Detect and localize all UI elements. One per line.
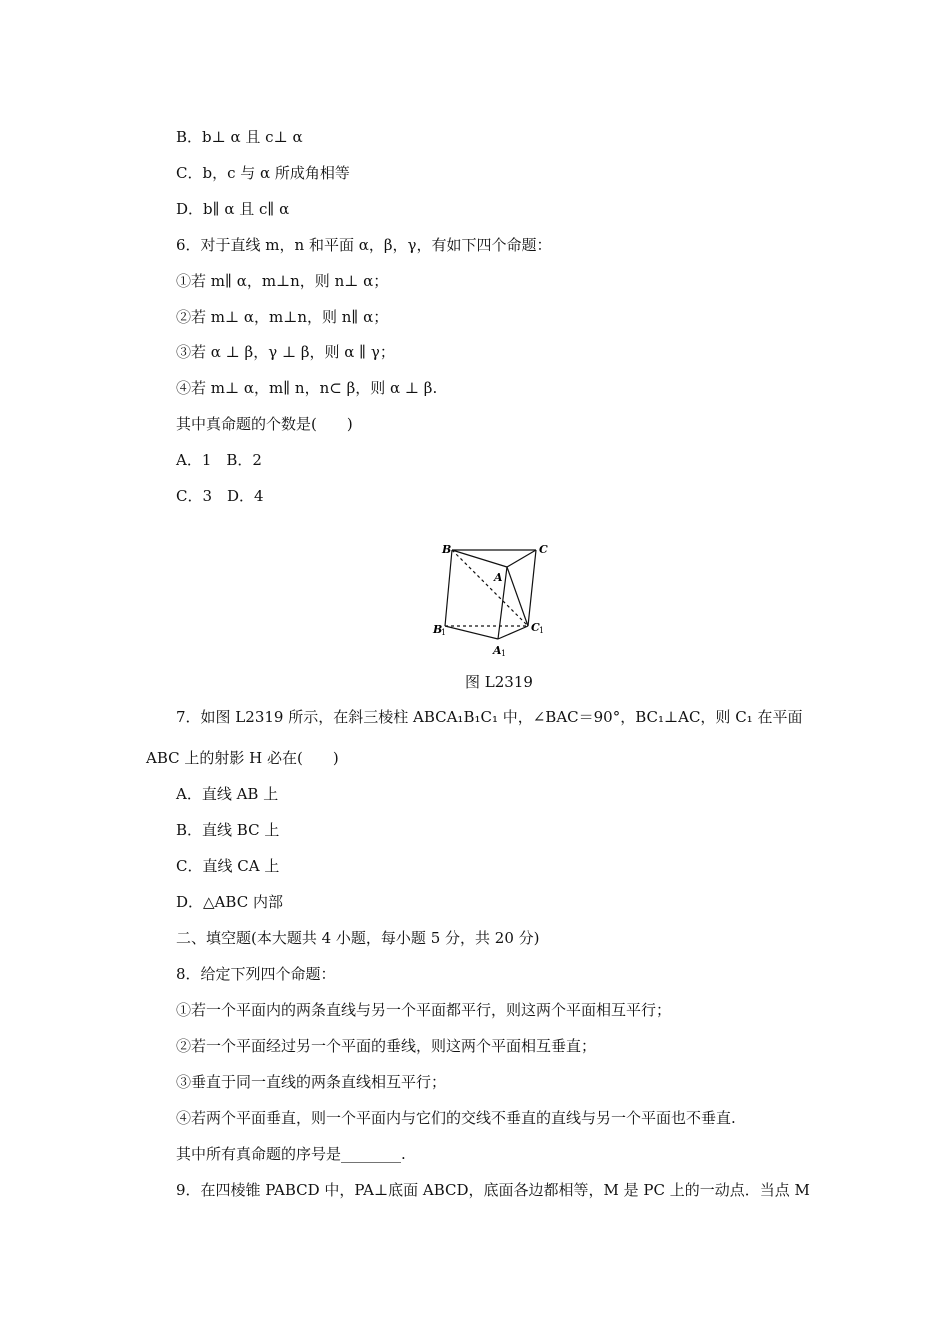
option-5c: C．b，c 与 α 所成角相等: [176, 164, 350, 182]
option-7b: B．直线 BC 上: [176, 821, 280, 839]
label-c1-sub: 1: [539, 626, 545, 635]
label-b1-sub: 1: [441, 628, 447, 637]
label-b: B: [442, 543, 452, 556]
question-7-cont: ABC 上的射影 H 必在( ): [146, 749, 339, 767]
edge-bb1: [445, 550, 452, 626]
question-8-ask: 其中所有真命题的序号是________.: [176, 1145, 406, 1163]
option-7a: A．直线 AB 上: [176, 785, 279, 803]
edge-ac: [507, 550, 536, 567]
question-6-ask: 其中真命题的个数是( ): [176, 415, 353, 433]
figure-caption: 图 L2319: [465, 673, 533, 691]
question-7: 7．如图 L2319 所示，在斜三棱柱 ABCA₁B₁C₁ 中，∠BAC＝90°，BC₁⊥AC，则 C₁ 在平面: [176, 708, 803, 726]
options-6-ab: A．1 B．2: [176, 451, 262, 469]
oblique-prism-diagram: [430, 540, 550, 660]
proposition-6-2: ②若 m⊥ α，m⊥n，则 n∥ α；: [176, 308, 389, 326]
prism-figure: [430, 540, 550, 660]
label-a: A: [494, 571, 503, 584]
question-9: 9．在四棱锥 PABCD 中，PA⊥底面 ABCD，底面各边都相等，M 是 PC 上的一动点．当点 M: [176, 1181, 810, 1199]
option-5d: D．b∥ α 且 c∥ α: [176, 200, 290, 218]
proposition-6-1: ①若 m∥ α，m⊥n，则 n⊥ α；: [176, 272, 389, 290]
proposition-8-1: ①若一个平面内的两条直线与另一个平面都平行，则这两个平面相互平行；: [176, 1001, 672, 1019]
proposition-6-4: ④若 m⊥ α，m∥ n，n⊂ β，则 α ⊥ β.: [176, 379, 438, 397]
question-8: 8．给定下列四个命题：: [176, 965, 336, 983]
label-c: C: [539, 543, 548, 556]
option-5b: B．b⊥ α 且 c⊥ α: [176, 128, 303, 146]
label-c1: C: [531, 621, 540, 634]
label-a1-sub: 1: [501, 649, 507, 658]
proposition-8-3: ③垂直于同一直线的两条直线相互平行；: [176, 1073, 447, 1091]
option-7d: D．△ABC 内部: [176, 893, 283, 911]
edge-cc1: [528, 550, 536, 626]
label-b1: B: [433, 623, 443, 636]
edge-b1a1: [445, 626, 498, 639]
label-a1: A: [493, 644, 502, 657]
edge-a1c1: [498, 626, 528, 639]
edge-ac1: [507, 567, 528, 626]
options-6-cd: C．3 D．4: [176, 487, 264, 505]
question-6: 6．对于直线 m，n 和平面 α，β，γ，有如下四个命题：: [176, 236, 552, 254]
section-2-heading: 二、填空题(本大题共 4 小题，每小题 5 分，共 20 分): [176, 929, 540, 947]
proposition-8-2: ②若一个平面经过另一个平面的垂线，则这两个平面相互垂直；: [176, 1037, 597, 1055]
proposition-6-3: ③若 α ⊥ β，γ ⊥ β，则 α ∥ γ；: [176, 343, 395, 361]
edge-ba: [452, 550, 507, 567]
proposition-8-4: ④若两个平面垂直，则一个平面内与它们的交线不垂直的直线与另一个平面也不垂直.: [176, 1109, 736, 1127]
option-7c: C．直线 CA 上: [176, 857, 280, 875]
